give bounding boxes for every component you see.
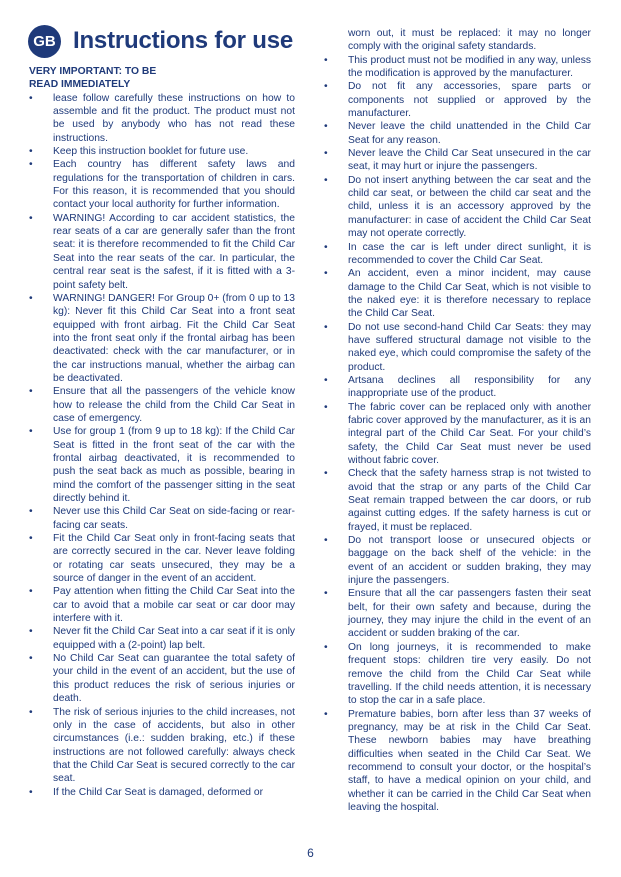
- bullet-icon: •: [29, 506, 33, 518]
- list-item: [324, 120, 591, 147]
- bullet-icon: •: [29, 292, 33, 304]
- list-item: [29, 505, 295, 532]
- list-item-text: This product must not be modified in any way, unless the modification is approved by the manufacturer.: [348, 54, 591, 80]
- list-item: [324, 401, 591, 468]
- bullet-icon: •: [324, 321, 328, 333]
- list-item: [29, 706, 295, 786]
- right-column: [324, 27, 591, 814]
- list-item: [324, 374, 591, 401]
- list-item: [324, 54, 591, 81]
- list-item-text: If the Child Car Seat is damaged, deformed or: [53, 786, 264, 798]
- bullet-icon: •: [29, 653, 33, 665]
- list-item-text: Ensure that all the passengers of the vehicle know how to release the child from the Child Car Seat in case of emergency.: [53, 386, 295, 424]
- list-item-text: In case the car is left under direct sunlight, it is recommended to cover the Child Car Seat.: [348, 241, 591, 266]
- list-item: [324, 174, 591, 241]
- instruction-list-left: [29, 92, 295, 799]
- list-item-continuation: worn out, it must be replaced: it may no longer comply with the original safety standards.: [348, 28, 591, 53]
- bullet-icon: •: [324, 241, 328, 253]
- list-item: [29, 292, 295, 385]
- list-item-text: Keep this instruction booklet for future use.: [53, 146, 249, 158]
- list-item: [324, 641, 591, 708]
- instruction-list-right: [324, 27, 591, 814]
- bullet-icon: •: [324, 174, 328, 186]
- bullet-icon: •: [29, 159, 33, 171]
- list-item-text: Use for group 1 (from 9 up to 18 kg): If the Child Car Seat is fitted in the front seat of the car with the frontal airbag deactivated, it is recommended to push the seat back as much as possible, bearing in mind the comfort of the passenger sitting in the seat directly behind it.: [53, 426, 295, 504]
- bullet-icon: •: [29, 706, 33, 718]
- list-item-text: Artsana declines all responsibility for any inappropriate use of the product.: [348, 374, 591, 400]
- bullet-icon: •: [324, 401, 328, 413]
- bullet-icon: •: [29, 146, 33, 158]
- list-item-text: Do not fit any accessories, spare parts or components not supplied or approved by the manufacturer.: [348, 81, 591, 120]
- left-column: [29, 65, 295, 799]
- list-item-text: No Child Car Seat can guarantee the total safety of your child in the event of an accident, but the use of this product reduces the risk of serious injuries or death.: [53, 653, 295, 705]
- list-item: [29, 652, 295, 705]
- list-item: [324, 708, 591, 815]
- list-item-text: Never leave the child unattended in the Child Car Seat for any reason.: [348, 121, 591, 146]
- bullet-icon: •: [324, 54, 328, 66]
- bullet-icon: •: [324, 374, 328, 386]
- list-item-text: Check that the safety harness strap is not twisted to avoid that the strap or any parts of the Child Car Seat remain trapped between the car doors, or rub against cutting edges. If the safety harness is cut or frayed, it must be replaced.: [348, 468, 591, 533]
- bullet-icon: •: [324, 468, 328, 480]
- list-item-text: Never use this Child Car Seat on side-facing or rear-facing car seats.: [53, 506, 295, 531]
- list-item-text: Never fit the Child Car Seat into a car seat if it is only equipped with a (2-point) lap belt.: [53, 626, 295, 651]
- intro-line: VERY IMPORTANT: TO BE: [29, 66, 157, 77]
- bullet-icon: •: [324, 81, 328, 93]
- list-item-text: Do not transport loose or unsecured objects or baggage on the back shelf of the vehicle: in the event of an accident or sudden braking, they may injure the passengers.: [348, 535, 591, 587]
- list-item: [29, 145, 295, 158]
- list-item: [324, 467, 591, 534]
- intro-line: READ IMMEDIATELY: [29, 79, 131, 91]
- list-item-text: Do not use second-hand Child Car Seats: they may have suffered structural damage not visible to the naked eye, which could compromise the safety of the product.: [348, 321, 591, 373]
- list-item-text: The fabric cover can be replaced only with another fabric cover approved by the manufacturer, as it is an integral part of the Child Car Seat. For your child’s safety, the Child Car Seat must never be used without fabric cover.: [348, 401, 591, 466]
- list-item-text: The risk of serious injuries to the child increases, not only in the case of accidents, but also in other circumstances (i.e.: sudden braking, etc.) if these instructions are not followed carefully: always check that the Child Car Seat is secured correctly to the car seat.: [53, 706, 295, 785]
- bullet-icon: •: [29, 626, 33, 638]
- list-item-text: lease follow carefully these instructions on how to assemble and fit the product. The product must not be used by anybody who has not read these instructions.: [53, 92, 295, 144]
- page-header: [28, 24, 293, 58]
- list-item: [324, 147, 591, 174]
- bullet-icon: •: [324, 268, 328, 280]
- page-title: Instructions for use: [73, 27, 294, 54]
- list-item-text: Never leave the Child Car Seat unsecured in the car seat, it may hurt or injure the passengers.: [348, 148, 591, 173]
- list-item-text: Do not insert anything between the car seat and the child car seat, or between the child car seat and the child, unless it is an accessory approved by the manufacturer: in case of accident the Child Car Seat may not operate correctly.: [348, 174, 591, 240]
- bullet-icon: •: [324, 148, 328, 160]
- list-item-text: Ensure that all the car passengers fasten their seat belt, for their own safety and because, during the journey, they may injure the child in the event of an accident or sudden braking of the car.: [348, 588, 591, 640]
- bullet-icon: •: [29, 92, 33, 104]
- list-item: [324, 321, 591, 374]
- page-number: 6: [307, 846, 314, 860]
- list-item: [29, 212, 295, 292]
- list-item: [324, 80, 591, 120]
- bullet-icon: •: [29, 533, 33, 545]
- bullet-icon: •: [29, 212, 33, 224]
- list-item: [29, 158, 295, 211]
- list-item-text: Pay attention when fitting the Child Car Seat into the car to avoid that a mobile car seat or car door may interfere with it.: [53, 586, 295, 625]
- language-badge: GB: [28, 25, 61, 58]
- list-item: [29, 625, 295, 652]
- list-item: [324, 241, 591, 268]
- list-item-text: Fit the Child Car Seat only in front-facing seats that are correctly secured in the car. Never leave folding or rotating car seats unsecured, they may be a source of danger in the event of an accident.: [53, 533, 295, 585]
- list-item: [29, 532, 295, 585]
- bullet-icon: •: [29, 426, 33, 438]
- list-item-text: WARNING! According to car accident statistics, the rear seats of a car are generally safer than the front seat: it is therefore recommended to fit the Child Car Seat into the rear seats of the car. In particular, the central rear seat is the safest, if it is fitted with a 3-point safety belt.: [53, 212, 295, 291]
- list-item: [29, 385, 295, 425]
- list-item: [29, 92, 295, 145]
- list-item: [29, 425, 295, 505]
- list-item-text: Each country has different safety laws and regulations for the transportation of children in cars. For this reason, it is recommended that you should contact your local authority for further information.: [53, 159, 295, 211]
- intro-heading: [29, 65, 295, 92]
- list-item-text: Premature babies, born after less than 37 weeks of pregnancy, may be at risk in the Child Car Seat. These newborn babies may have breathing difficulties when seated in the Child Car Seat. We recommend to consult your doctor, or the hospital’s staff, to have a medical opinion on your child, and whether it can be carried in the Child Car Seat when leaving the hospital.: [348, 708, 591, 813]
- list-item-text: WARNING! DANGER! For Group 0+ (from 0 up to 13 kg): Never fit this Child Car Seat into a front seat equipped with front airbag. Fit the Child Car Seat into the front seat only if the frontal airbag has been deactivated: check with the car manufacturer, or in the car instructions manual, whether the airbag can be deactivated.: [53, 292, 295, 384]
- list-item: [29, 585, 295, 625]
- list-item-text: An accident, even a minor incident, may cause damage to the Child Car Seat, which is not visible to the naked eye: it is therefore necessary to replace the Child Car Seat.: [348, 268, 591, 320]
- bullet-icon: •: [29, 386, 33, 398]
- bullet-icon: •: [324, 535, 328, 547]
- bullet-icon: •: [324, 708, 328, 720]
- list-item: [29, 786, 295, 799]
- bullet-icon: •: [29, 786, 33, 798]
- bullet-icon: •: [29, 586, 33, 598]
- bullet-icon: •: [324, 588, 328, 600]
- list-item: [324, 587, 591, 640]
- bullet-icon: •: [324, 121, 328, 133]
- bullet-icon: •: [324, 641, 328, 653]
- list-item-text: On long journeys, it is recommended to make frequent stops: children tire very easily. Do not remove the child from the Child Car Seat while travelling. If the child needs attention, it is necessary to stop the car in a safe place.: [348, 641, 591, 707]
- list-item: [324, 267, 591, 320]
- list-item: [324, 534, 591, 587]
